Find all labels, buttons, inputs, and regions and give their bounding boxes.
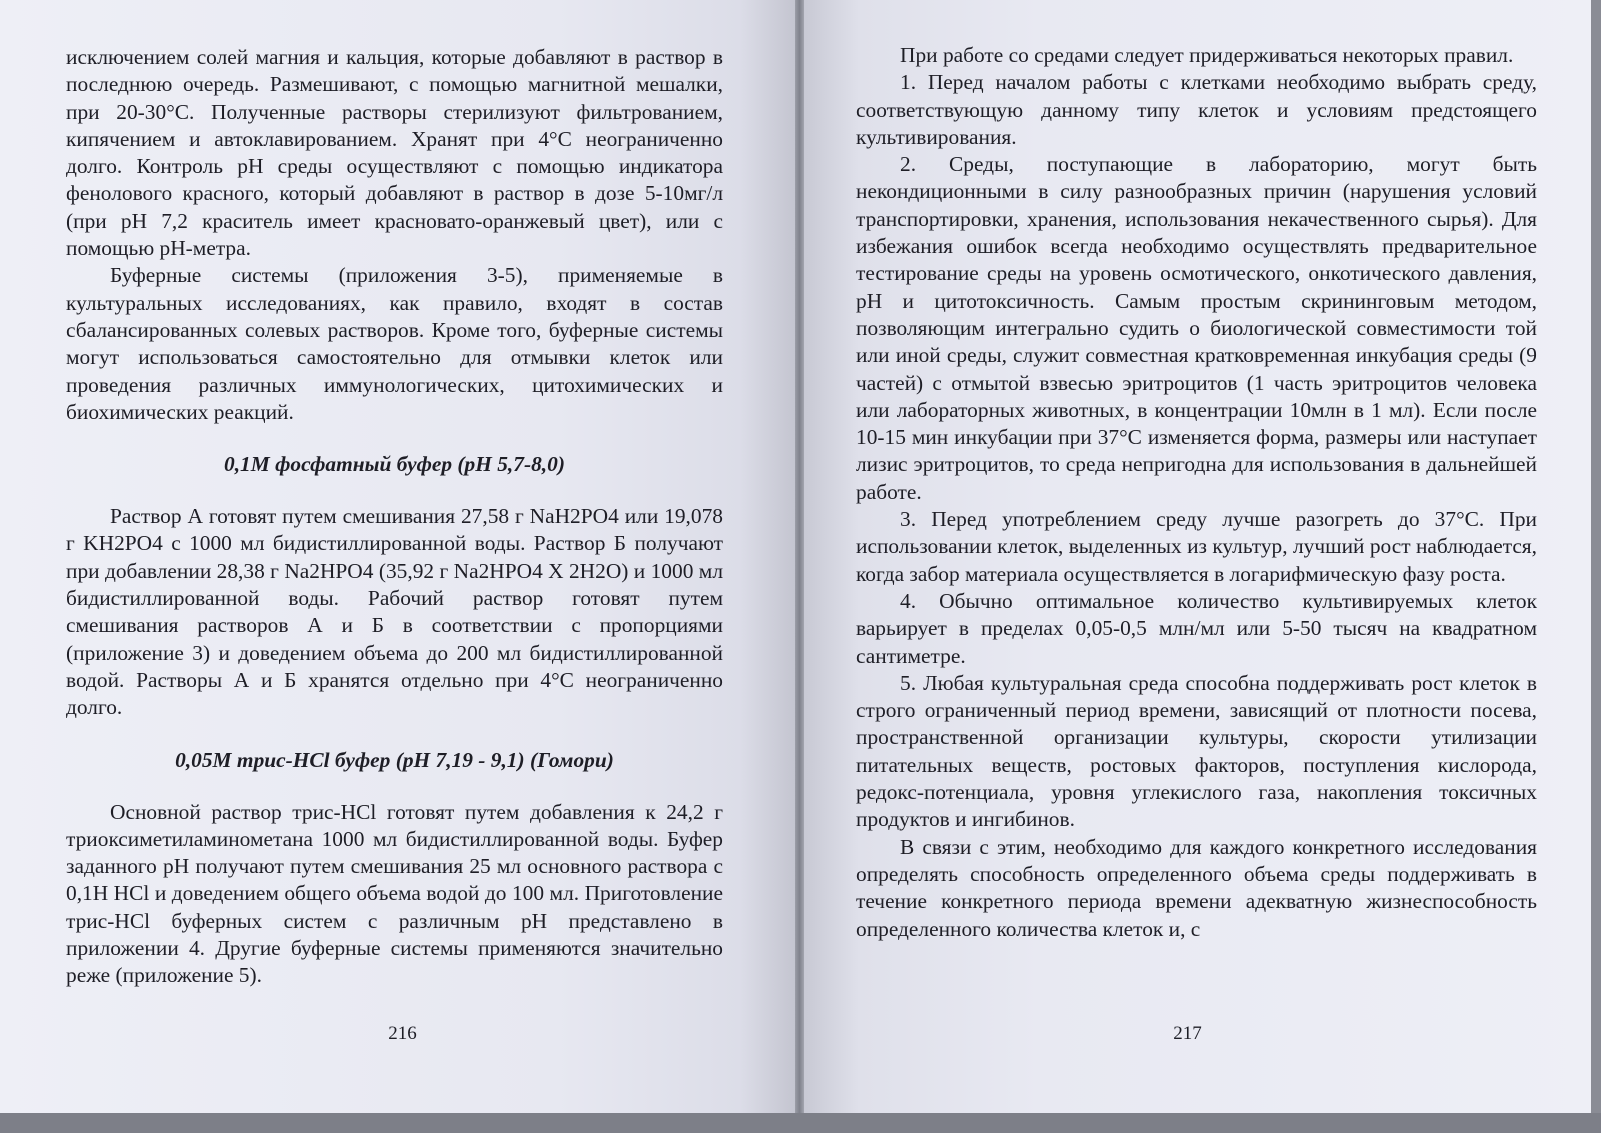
paragraph-continuation: исключением солей магния и кальция, которые добавляют в раствор в последнюю очередь. Размешивают, с помощью магнитной мешалки, при 20-30°С. Полученные растворы стерилизуют фильтрованием, кипячением и автоклавированием. Хранят при 4°С неограниченно долго. Контроль рН среды осуществляют с помощью индикатора фенолового красного, который добавляют в раствор в дозе 5-10мг/л (при рН 7,2 краситель имеет красновато-оранжевый цвет), или с помощью рН-метра. — [66, 45, 723, 261]
page-number-left: 216 — [388, 1023, 417, 1044]
paragraph-rule-1: 1. Перед началом работы с клетками необходимо выбрать среду, соответствующую данному типу клеток и условиям предстоящего культивирования. — [856, 70, 1537, 149]
scan-bottom-edge — [0, 1113, 1601, 1133]
paragraph-conclusion: В связи с этим, необходимо для каждого конкретного исследования определять способность определенного объема среды поддерживать в течение конкретного периода времени адекватную жизнеспособность определенного количества клеток и, с — [856, 834, 1537, 941]
heading-phosphate-buffer: 0,1М фосфатный буфер (рН 5,7-8,0) — [224, 452, 565, 477]
paragraph-rule-4: 4. Обычно оптимальное количество культивируемых клеток варьирует в пределах 0,05-0,5 млн/мл или 5-50 тысяч на квадратном сантиметре. — [856, 588, 1537, 668]
left-page-body — [66, 44, 723, 990]
paragraph-rule-2: 2. Среды, поступающие в лабораторию, могут быть некондиционными в силу разнообразных причин (нарушения условий транспортировки, хранения, использования некачественного сырья). Для избежания ошибок всегда необходимо осуществлять предварительное тестирование среды на уровень осмотического, онкотического давления, рН и цитотоксичность. Самым простым скрининговым методом, позволяющим интегрально судить о биологической совместимости той или иной среды, служит совместная кратковременная инкубация среды (9 частей) с отмытой взвесью эритроцитов (1 часть эритроцитов человека или лабораторных животных, в концентрации 10млн в 1 мл). Если после 10-15 мин инкубации при 37°С изменяется форма, размеры или наступает лизис эритроцитов, то среда непригодна для использования в дальнейшей работе. — [856, 152, 1537, 504]
book-gutter — [795, 0, 804, 1113]
paragraph-rules-intro: При работе со средами следует придерживаться некоторых правил. — [900, 43, 1514, 67]
page-number-right: 217 — [1173, 1023, 1202, 1044]
paragraph-rule-3: 3. Перед употреблением среду лучше разогреть до 37°С. При использовании клеток, выделенных из культур, лучший рост наблюдается, когда забор материала осуществляется в логарифмическую фазу роста. — [856, 507, 1537, 586]
paragraph-rule-5: 5. Любая культуральная среда способна поддерживать рост клеток в строго ограниченный период времени, зависящий от плотности посева, пространственной организации культуры, скорости утилизации питательных веществ, ростовых факторов, поступления кислорода, редокс-потенциала, уровня углекислого газа, накопления токсичных продуктов и ингибинов. — [856, 670, 1537, 832]
right-page-body — [856, 42, 1537, 943]
paragraph-tris-buffer: Основной раствор трис-HCl готовят путем добавления к 24,2 г триоксиметиламинометана 1000 мл бидистиллированной воды. Буфер заданного рН получают путем смешивания 25 мл основного раствора с 0,1Н HCl и доведением общего объема водой до 100 мл. Приготовление трис-HCl буферных систем с различным рН представлено в приложении 4. Другие буферные системы применяются значительно реже (приложение 5). — [66, 799, 723, 988]
heading-tris-buffer: 0,05М трис-HCl буфер (рН 7,19 - 9,1) (Гомори) — [175, 747, 614, 772]
right-page — [804, 0, 1591, 1113]
paragraph-phosphate-buffer: Раствор А готовят путем смешивания 27,58 г NaH2PO4 или 19,078 г KH2PO4 с 1000 мл бидистиллированной воды. Раствор Б получают при добавлении 28,38 г Na2HPO4 (35,92 г Na2HPO4 Х 2H2O) и 1000 мл бидистиллированной воды. Рабочий раствор готовят путем смешивания растворов А и Б в соответствии с пропорциями (приложение 3) и доведением объема до 200 мл бидистиллированной водой. Растворы А и Б хранятся отдельно при 4°С неограниченно долго. — [66, 504, 723, 720]
left-page — [0, 0, 795, 1113]
paragraph-buffer-systems: Буферные системы (приложения 3-5), применяемые в культуральных исследованиях, как правило, входят в состав сбалансированных солевых растворов. Кроме того, буферные системы могут использоваться самостоятельно для отмывки клеток или проведения различных иммунологических, цитохимических и биохимических реакций. — [66, 263, 723, 424]
